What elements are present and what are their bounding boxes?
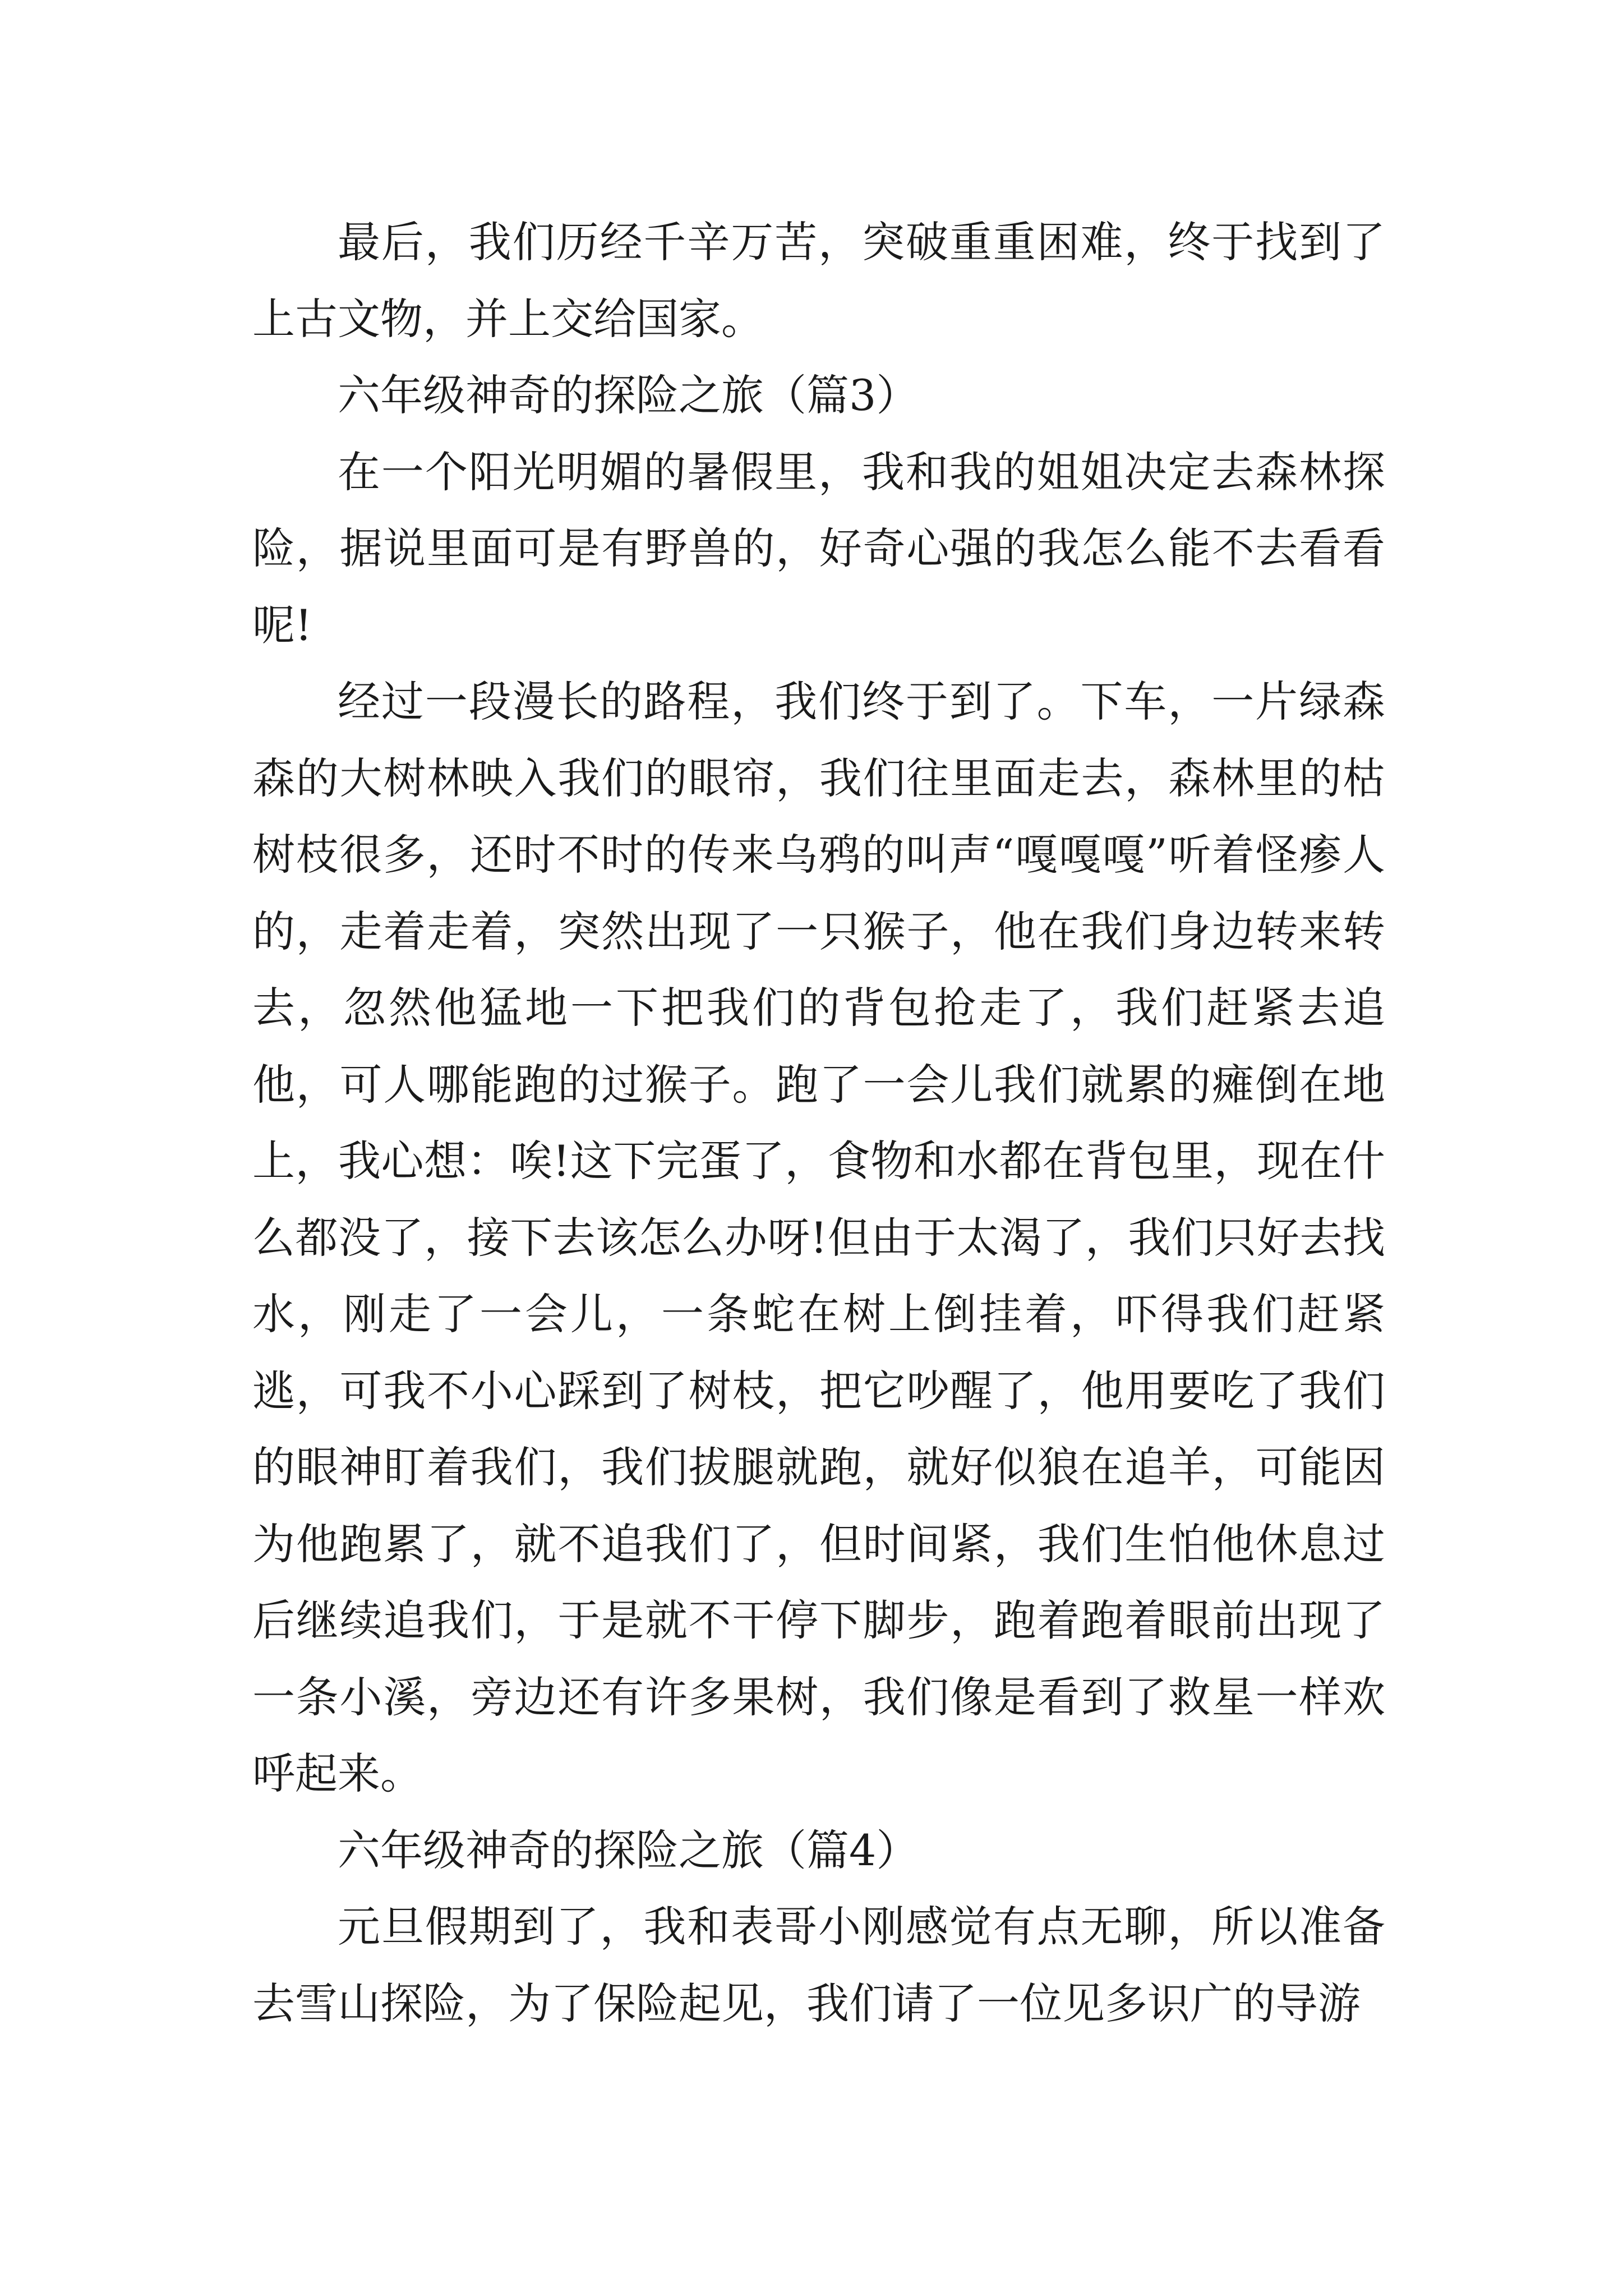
paragraph-body-3: 经过一段漫长的路程，我们终于到了。下车，一片绿森森的大树林映入我们的眼帘，我们往里面走去，森林里的枯树枝很多，还时不时的传来乌鸦的叫声“嘎嘎嘎”听着怪瘆人的，走着走着，突然出现了一只猴子，他在我们身边转来转去，忽然他猛地一下把我们的背包抢走了，我们赶紧去追他，可人哪能跑的过猴子。跑了一会儿我们就累的瘫倒在地上，我心想：唉!这下完蛋了，食物和水都在背包里，现在什么都没了，接下去该怎么办呀!但由于太渴了，我们只好去找水，刚走了一会儿，一条蛇在树上倒挂着，吓得我们赶紧逃，可我不小心踩到了树枝，把它吵醒了，他用要吃了我们的眼神盯着我们，我们拔腿就跑，就好似狼在追羊，可能因为他跑累了，就不追我们了，但时间紧，我们生怕他休息过后继续追我们，于是就不干停下脚步，跑着跑着眼前出现了一条小溪，旁边还有许多果树，我们像是看到了救星一样欢呼起来。 — [252, 677, 1385, 1798]
paragraph-ending: 最后，我们历经千辛万苦，突破重重困难，终于找到了上古文物，并上交给国家。 — [252, 217, 1385, 344]
section-heading-3: 六年级神奇的探险之旅（篇3） — [338, 370, 919, 420]
paragraph-intro-4: 元旦假期到了，我和表哥小刚感觉有点无聊，所以准备去雪山探险，为了保险起见，我们请了一位见多识广的导游 — [252, 1902, 1385, 2028]
section-heading-4: 六年级神奇的探险之旅（篇4） — [338, 1825, 919, 1875]
document-body — [252, 204, 1385, 2042]
paragraph-intro-3: 在一个阳光明媚的暑假里，我和我的姐姐决定去森林探险，据说里面可是有野兽的，好奇心强的我怎么能不去看看呢! — [252, 447, 1385, 650]
